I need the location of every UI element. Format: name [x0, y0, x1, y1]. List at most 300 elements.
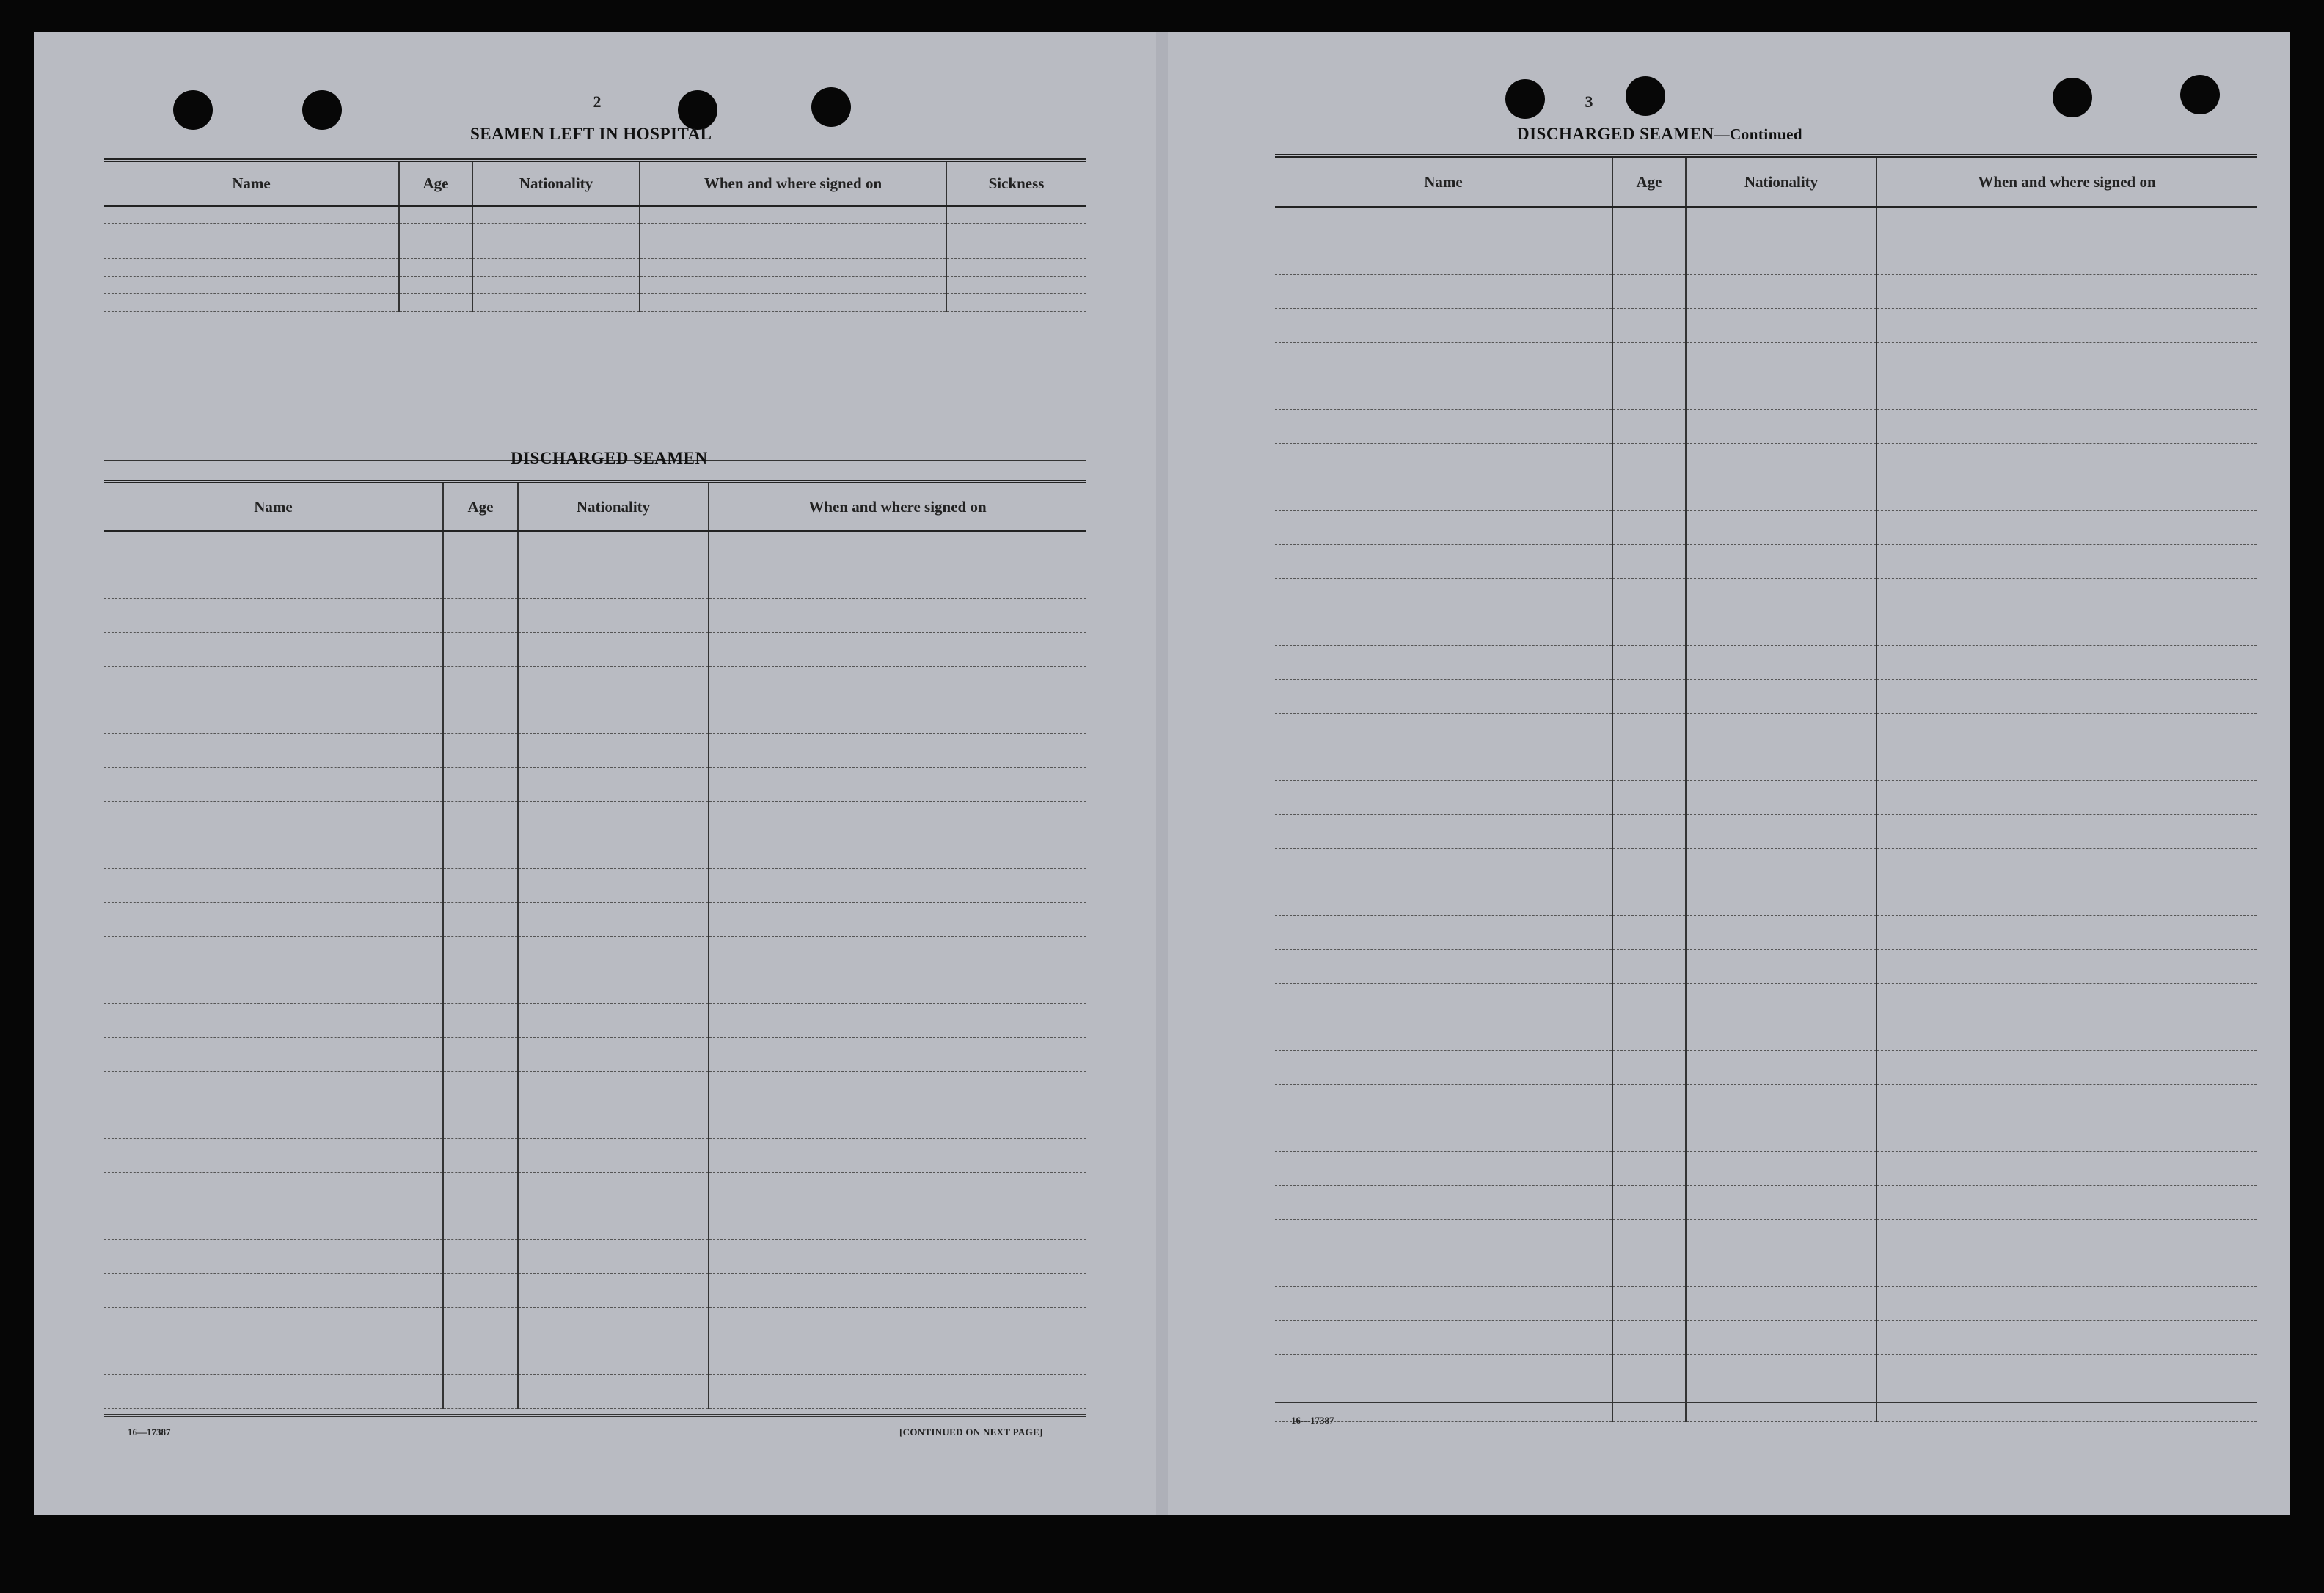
- blank-cell: [518, 532, 709, 565]
- blank-cell: [1877, 444, 2257, 477]
- blank-row: [104, 532, 1086, 565]
- blank-cell: [518, 970, 709, 1004]
- blank-cell: [1686, 275, 1877, 309]
- punch-hole: [302, 90, 342, 130]
- blank-row: [1275, 1152, 2257, 1186]
- blank-cell: [104, 1274, 443, 1308]
- blank-cell: [518, 667, 709, 700]
- blank-cell: [104, 1038, 443, 1072]
- blank-cell: [1686, 545, 1877, 579]
- blank-cell: [518, 1274, 709, 1308]
- blank-cell: [443, 768, 518, 802]
- blank-row: [104, 835, 1086, 869]
- blank-row: [104, 1139, 1086, 1173]
- blank-cell: [1612, 1321, 1686, 1355]
- blank-row: [1275, 410, 2257, 444]
- blank-row: [104, 768, 1086, 802]
- column-header-name: Name: [104, 482, 443, 532]
- blank-row: [1275, 343, 2257, 376]
- blank-cell: [472, 241, 640, 259]
- blank-row: [1275, 208, 2257, 241]
- table-bottom-rule: [1275, 1402, 2257, 1405]
- blank-cell: [709, 1004, 1086, 1038]
- blank-cell: [443, 970, 518, 1004]
- blank-cell: [1612, 1253, 1686, 1287]
- blank-row: [1275, 579, 2257, 612]
- blank-cell: [472, 294, 640, 312]
- blank-cell: [518, 1072, 709, 1105]
- blank-cell: [443, 633, 518, 667]
- blank-cell: [640, 294, 946, 312]
- blank-row: [104, 937, 1086, 970]
- blank-cell: [518, 1206, 709, 1240]
- blank-cell: [946, 294, 1086, 312]
- blank-cell: [104, 768, 443, 802]
- blank-cell: [1686, 1017, 1877, 1051]
- blank-cell: [443, 532, 518, 565]
- blank-cell: [1275, 1152, 1612, 1186]
- column-header-signed-on: When and where signed on: [640, 161, 946, 206]
- discharged-table: [104, 480, 1086, 1409]
- blank-cell: [104, 565, 443, 599]
- blank-cell: [518, 1375, 709, 1409]
- blank-cell: [1612, 1017, 1686, 1051]
- blank-cell: [1612, 309, 1686, 343]
- table-bottom-rule: [104, 1414, 1086, 1417]
- blank-cell: [1877, 511, 2257, 545]
- blank-cell: [709, 1274, 1086, 1308]
- blank-row: [1275, 882, 2257, 916]
- blank-cell: [104, 903, 443, 937]
- blank-row: [104, 1375, 1086, 1409]
- blank-cell: [1686, 612, 1877, 646]
- blank-cell: [1686, 343, 1877, 376]
- blank-cell: [518, 1105, 709, 1139]
- blank-cell: [443, 1274, 518, 1308]
- blank-cell: [1686, 1085, 1877, 1118]
- blank-cell: [104, 1105, 443, 1139]
- blank-cell: [1877, 747, 2257, 781]
- blank-row: [1275, 1051, 2257, 1085]
- blank-cell: [640, 224, 946, 241]
- blank-cell: [1877, 1085, 2257, 1118]
- column-header-name: Name: [1275, 156, 1612, 208]
- blank-cell: [104, 294, 399, 312]
- blank-row: [104, 224, 1086, 241]
- blank-cell: [518, 903, 709, 937]
- blank-cell: [1877, 1118, 2257, 1152]
- blank-cell: [1612, 916, 1686, 950]
- blank-cell: [518, 599, 709, 633]
- blank-cell: [104, 224, 399, 241]
- blank-cell: [1612, 612, 1686, 646]
- blank-row: [1275, 511, 2257, 545]
- blank-cell: [104, 241, 399, 259]
- blank-cell: [1612, 275, 1686, 309]
- punch-hole: [678, 90, 717, 130]
- blank-cell: [1877, 815, 2257, 849]
- blank-cell: [1275, 477, 1612, 511]
- hospital-table-title: SEAMEN LEFT IN HOSPITAL: [470, 125, 712, 143]
- blank-cell: [443, 802, 518, 835]
- blank-row: [1275, 916, 2257, 950]
- blank-cell: [1612, 984, 1686, 1017]
- blank-cell: [1612, 950, 1686, 984]
- blank-cell: [443, 1072, 518, 1105]
- blank-cell: [443, 1173, 518, 1206]
- blank-cell: [1275, 343, 1612, 376]
- blank-cell: [1612, 376, 1686, 410]
- blank-cell: [1877, 208, 2257, 241]
- blank-row: [104, 970, 1086, 1004]
- blank-row: [1275, 747, 2257, 781]
- hospital-table: [104, 158, 1086, 312]
- punch-hole: [811, 87, 851, 127]
- blank-cell: [1686, 1253, 1877, 1287]
- blank-cell: [1686, 1355, 1877, 1388]
- blank-cell: [1275, 579, 1612, 612]
- blank-row: [104, 903, 1086, 937]
- blank-cell: [104, 700, 443, 734]
- blank-cell: [1275, 1321, 1612, 1355]
- discharged-continued-title: [1517, 125, 1802, 144]
- blank-cell: [1686, 747, 1877, 781]
- blank-cell: [709, 599, 1086, 633]
- blank-cell: [709, 835, 1086, 869]
- blank-cell: [1275, 747, 1612, 781]
- blank-cell: [472, 277, 640, 294]
- blank-cell: [518, 565, 709, 599]
- blank-cell: [1686, 1118, 1877, 1152]
- blank-cell: [709, 1240, 1086, 1274]
- blank-cell: [104, 1139, 443, 1173]
- blank-row: [1275, 950, 2257, 984]
- column-header-signed-on: When and where signed on: [1978, 172, 2156, 191]
- blank-cell: [1686, 950, 1877, 984]
- blank-cell: [1877, 343, 2257, 376]
- blank-cell: [1612, 208, 1686, 241]
- blank-cell: [1612, 477, 1686, 511]
- blank-cell: [518, 1139, 709, 1173]
- blank-cell: [946, 206, 1086, 224]
- blank-cell: [709, 970, 1086, 1004]
- blank-row: [1275, 1287, 2257, 1321]
- blank-row: [1275, 1253, 2257, 1287]
- blank-cell: [1275, 1118, 1612, 1152]
- blank-cell: [1275, 1253, 1612, 1287]
- column-header-nationality: Nationality: [1686, 156, 1877, 208]
- continued-suffix: —Continued: [1714, 125, 1803, 143]
- blank-cell: [443, 937, 518, 970]
- blank-cell: [1686, 680, 1877, 714]
- blank-cell: [399, 224, 472, 241]
- blank-row: [1275, 680, 2257, 714]
- column-header-age: Age: [443, 482, 518, 532]
- blank-row: [104, 700, 1086, 734]
- blank-cell: [1612, 646, 1686, 680]
- blank-cell: [1275, 680, 1612, 714]
- blank-cell: [1686, 511, 1877, 545]
- punch-hole: [2180, 75, 2220, 114]
- blank-row: [104, 1240, 1086, 1274]
- blank-cell: [1877, 984, 2257, 1017]
- blank-cell: [1686, 208, 1877, 241]
- blank-cell: [709, 565, 1086, 599]
- blank-row: [104, 206, 1086, 224]
- blank-cell: [1612, 849, 1686, 882]
- blank-cell: [518, 835, 709, 869]
- blank-row: [1275, 646, 2257, 680]
- blank-cell: [1612, 781, 1686, 815]
- blank-cell: [709, 903, 1086, 937]
- blank-cell: [1612, 241, 1686, 275]
- blank-cell: [443, 1375, 518, 1409]
- blank-cell: [709, 1206, 1086, 1240]
- blank-row: [104, 1206, 1086, 1240]
- blank-cell: [1612, 1085, 1686, 1118]
- blank-row: [104, 1308, 1086, 1341]
- blank-cell: [443, 1341, 518, 1375]
- blank-cell: [1275, 241, 1612, 275]
- blank-cell: [518, 802, 709, 835]
- blank-cell: [1877, 309, 2257, 343]
- blank-cell: [1612, 545, 1686, 579]
- blank-cell: [1612, 1186, 1686, 1220]
- blank-row: [104, 667, 1086, 700]
- blank-cell: [104, 1206, 443, 1240]
- form-number: 16—17387: [128, 1427, 171, 1438]
- punch-hole: [173, 90, 213, 130]
- blank-cell: [709, 768, 1086, 802]
- blank-cell: [104, 835, 443, 869]
- blank-cell: [1877, 849, 2257, 882]
- blank-cell: [1612, 1051, 1686, 1085]
- blank-cell: [518, 768, 709, 802]
- blank-cell: [1686, 410, 1877, 444]
- blank-cell: [104, 259, 399, 277]
- blank-row: [104, 294, 1086, 312]
- blank-row: [104, 565, 1086, 599]
- blank-row: [1275, 241, 2257, 275]
- blank-row: [104, 1072, 1086, 1105]
- blank-cell: [709, 1038, 1086, 1072]
- blank-cell: [1686, 916, 1877, 950]
- blank-cell: [709, 1308, 1086, 1341]
- blank-cell: [1877, 410, 2257, 444]
- blank-cell: [1877, 714, 2257, 747]
- blank-row: [104, 259, 1086, 277]
- blank-cell: [1275, 275, 1612, 309]
- page-fold: [1156, 32, 1168, 1515]
- blank-cell: [1877, 545, 2257, 579]
- punch-hole: [2053, 78, 2092, 117]
- punch-hole: [1505, 79, 1545, 119]
- blank-cell: [640, 277, 946, 294]
- blank-cell: [1275, 1051, 1612, 1085]
- blank-cell: [472, 224, 640, 241]
- blank-cell: [946, 259, 1086, 277]
- blank-cell: [443, 869, 518, 903]
- blank-cell: [1612, 1118, 1686, 1152]
- blank-cell: [1686, 444, 1877, 477]
- blank-cell: [1275, 950, 1612, 984]
- blank-cell: [518, 734, 709, 768]
- blank-row: [104, 1004, 1086, 1038]
- blank-row: [1275, 309, 2257, 343]
- blank-cell: [1275, 545, 1612, 579]
- blank-cell: [518, 1308, 709, 1341]
- blank-cell: [1877, 781, 2257, 815]
- continued-notice: [CONTINUED ON NEXT PAGE]: [899, 1427, 1043, 1438]
- blank-row: [104, 802, 1086, 835]
- blank-row: [104, 1105, 1086, 1139]
- blank-row: [104, 633, 1086, 667]
- blank-cell: [1612, 511, 1686, 545]
- blank-cell: [1275, 781, 1612, 815]
- blank-row: [1275, 545, 2257, 579]
- blank-cell: [640, 241, 946, 259]
- blank-cell: [1877, 1186, 2257, 1220]
- blank-cell: [1686, 579, 1877, 612]
- blank-cell: [1877, 1321, 2257, 1355]
- blank-cell: [1612, 444, 1686, 477]
- blank-row: [1275, 984, 2257, 1017]
- blank-cell: [1877, 680, 2257, 714]
- blank-cell: [1686, 714, 1877, 747]
- blank-cell: [1686, 849, 1877, 882]
- blank-cell: [1877, 1152, 2257, 1186]
- blank-row: [1275, 1355, 2257, 1388]
- blank-cell: [443, 1004, 518, 1038]
- blank-cell: [518, 869, 709, 903]
- blank-cell: [1612, 343, 1686, 376]
- blank-cell: [1877, 612, 2257, 646]
- blank-cell: [443, 1240, 518, 1274]
- blank-cell: [946, 277, 1086, 294]
- column-header-nationality: Nationality: [518, 482, 709, 532]
- blank-cell: [1686, 1287, 1877, 1321]
- blank-cell: [104, 970, 443, 1004]
- blank-cell: [1612, 579, 1686, 612]
- blank-cell: [104, 206, 399, 224]
- blank-cell: [1612, 714, 1686, 747]
- blank-cell: [399, 277, 472, 294]
- blank-cell: [1612, 1355, 1686, 1388]
- blank-cell: [1686, 984, 1877, 1017]
- blank-cell: [1686, 309, 1877, 343]
- blank-cell: [104, 937, 443, 970]
- page-number: 2: [593, 92, 602, 111]
- blank-cell: [443, 667, 518, 700]
- blank-cell: [472, 259, 640, 277]
- blank-cell: [1275, 1085, 1612, 1118]
- blank-cell: [518, 937, 709, 970]
- blank-cell: [443, 1105, 518, 1139]
- blank-cell: [1612, 882, 1686, 916]
- blank-cell: [1612, 1287, 1686, 1321]
- blank-cell: [1686, 781, 1877, 815]
- blank-row: [104, 1173, 1086, 1206]
- blank-cell: [518, 1038, 709, 1072]
- blank-cell: [443, 700, 518, 734]
- blank-cell: [1275, 612, 1612, 646]
- blank-cell: [104, 1341, 443, 1375]
- blank-cell: [1877, 1051, 2257, 1085]
- blank-cell: [1686, 646, 1877, 680]
- blank-cell: [709, 1105, 1086, 1139]
- blank-row: [1275, 444, 2257, 477]
- blank-cell: [518, 700, 709, 734]
- blank-cell: [443, 565, 518, 599]
- blank-cell: [640, 206, 946, 224]
- blank-row: [104, 241, 1086, 259]
- blank-cell: [443, 903, 518, 937]
- column-header-signed-on: When and where signed on: [808, 497, 987, 516]
- blank-row: [1275, 612, 2257, 646]
- blank-cell: [518, 1173, 709, 1206]
- column-header-age: Age: [399, 161, 472, 206]
- blank-cell: [1275, 309, 1612, 343]
- blank-cell: [1877, 579, 2257, 612]
- blank-cell: [946, 241, 1086, 259]
- blank-cell: [104, 599, 443, 633]
- blank-cell: [104, 532, 443, 565]
- discharged-title-text: DISCHARGED SEAMEN: [1517, 125, 1714, 143]
- blank-cell: [104, 1072, 443, 1105]
- blank-row: [1275, 1321, 2257, 1355]
- blank-row: [1275, 477, 2257, 511]
- blank-cell: [1275, 714, 1612, 747]
- blank-cell: [1877, 241, 2257, 275]
- page-number: 3: [1585, 92, 1593, 111]
- blank-cell: [104, 1173, 443, 1206]
- blank-cell: [709, 633, 1086, 667]
- blank-cell: [1877, 1220, 2257, 1253]
- blank-cell: [443, 1308, 518, 1341]
- blank-cell: [1612, 815, 1686, 849]
- column-header-sickness: Sickness: [988, 174, 1045, 192]
- blank-cell: [1275, 1355, 1612, 1388]
- blank-row: [104, 1341, 1086, 1375]
- blank-cell: [709, 532, 1086, 565]
- blank-cell: [443, 835, 518, 869]
- blank-cell: [1877, 882, 2257, 916]
- blank-row: [1275, 1017, 2257, 1051]
- blank-cell: [104, 1004, 443, 1038]
- blank-cell: [1686, 1152, 1877, 1186]
- blank-cell: [1686, 1051, 1877, 1085]
- blank-cell: [518, 633, 709, 667]
- blank-cell: [104, 869, 443, 903]
- blank-cell: [1275, 646, 1612, 680]
- blank-cell: [709, 1173, 1086, 1206]
- blank-cell: [443, 1139, 518, 1173]
- page-left: [34, 32, 1156, 1515]
- blank-cell: [1877, 1355, 2257, 1388]
- discharged-table-title: DISCHARGED SEAMEN: [511, 449, 708, 467]
- blank-cell: [1877, 275, 2257, 309]
- blank-cell: [1686, 882, 1877, 916]
- blank-cell: [399, 241, 472, 259]
- blank-cell: [518, 1240, 709, 1274]
- blank-cell: [709, 937, 1086, 970]
- blank-cell: [1275, 849, 1612, 882]
- blank-cell: [1275, 882, 1612, 916]
- blank-cell: [709, 667, 1086, 700]
- blank-cell: [1686, 1321, 1877, 1355]
- blank-cell: [104, 633, 443, 667]
- punch-hole: [1626, 76, 1665, 116]
